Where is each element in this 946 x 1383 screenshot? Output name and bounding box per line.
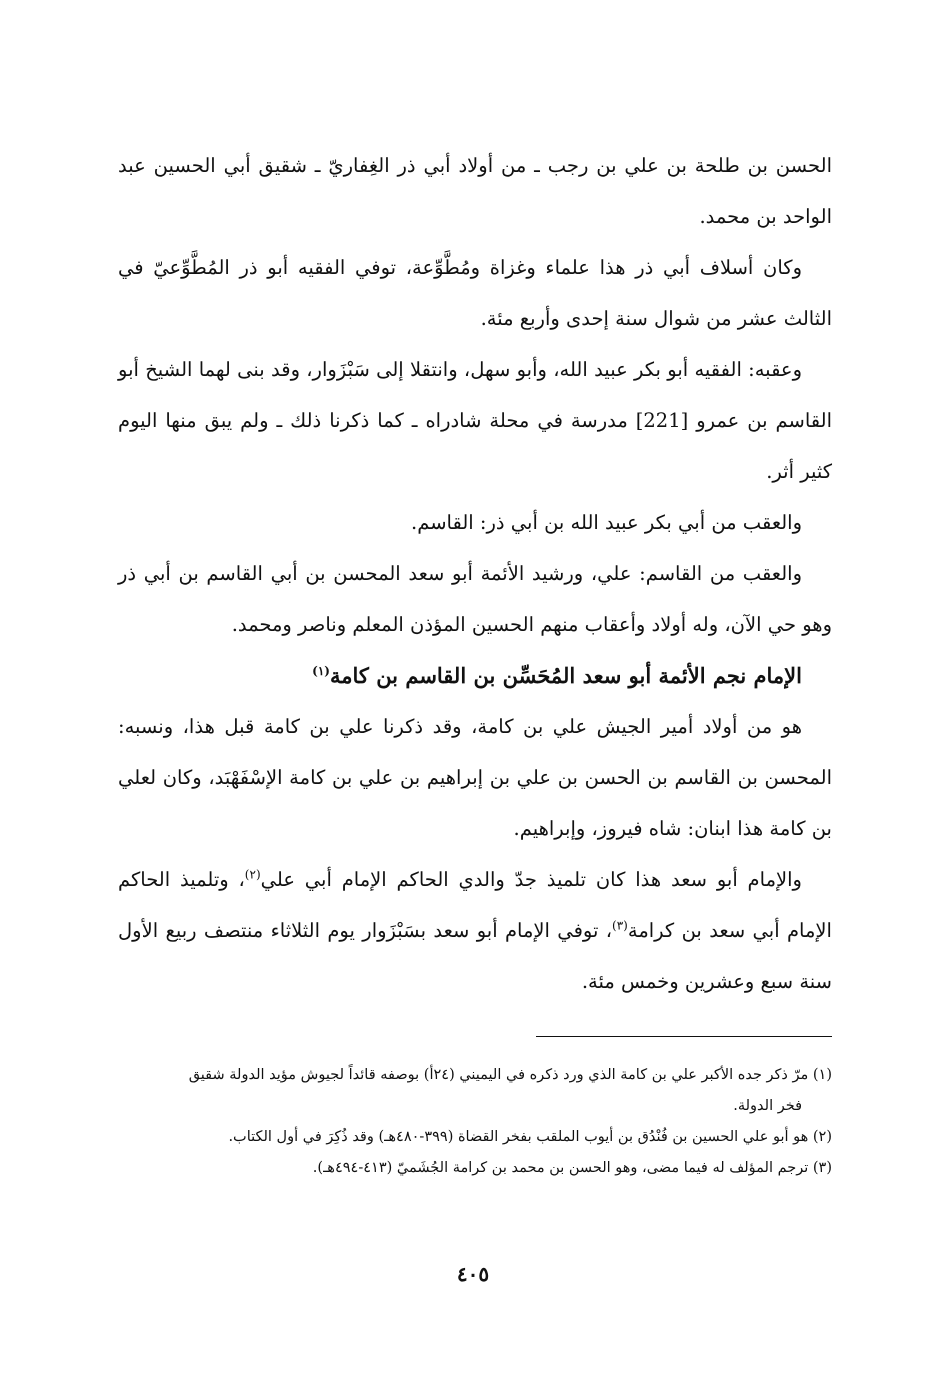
paragraph-7-part-2: ، وتلميذ الحاكم الإمام أبي سعد بن كرامة [118,868,832,942]
paragraph-6: هو من أولاد أمير الجيش علي بن كامة، وقد ذكرنا علي بن كامة قبل هذا، ونسبه: المحسن بن القاسم بن الحسن بن علي بن إبراهيم بن علي بن كامة الإسْفَهْبَد، وكان لعلي بن كامة هذا ابنان: شاه فيروز، وإبراهيم. [118,715,832,840]
paragraph-3: وعقبه: الفقيه أبو بكر عبيد الله، وأبو سهل، وانتقلا إلى سَبْزَوار، وقد بنى لهما الشيخ أبو القاسم بن عمرو [221] مدرسة في محلة شادراه ـ كما ذكرنا ذلك ـ ولم يبق منها اليوم كثير أثر. [118,358,833,483]
paragraph-7 [118,854,832,1007]
paragraph-5: والعقب من القاسم: علي، ورشيد الأئمة أبو سعد المحسن بن أبي القاسم بن أبي ذر وهو حي الآن، وله أولاد وأعقاب منهم الحسين المؤذن المعلم وناصر ومحمد. [118,562,832,636]
footnote-3: (٣) ترجم المؤلف له فيما مضى، وهو الحسن بن محمد بن كرامة الجُشَميّ (٤١٣-٤٩٤هـ). [312,1160,832,1176]
main-text [118,140,832,1007]
paragraph-1: الحسن بن طلحة بن علي بن رجب ـ من أولاد أبي ذر الغِفاريّ ـ شقيق أبي الحسين عبد الواحد بن محمد. [118,154,832,228]
page-number: ٤٠٥ [456,1262,490,1286]
footnote-1-continuation: فخر الدولة. [733,1098,802,1114]
footnote-ref-2: (٢) [244,867,261,882]
footnote-ref-1: (١) [312,664,330,678]
paragraph-4: والعقب من أبي بكر عبيد الله بن أبي ذر: القاسم. [411,511,802,534]
heading-text: الإمام نجم الأئمة أبو سعد المُحَسِّن بن القاسم بن كامة [329,663,802,688]
footnotes [118,1060,832,1184]
section-heading [118,650,832,701]
footnote-2: (٢) هو أبو علي الحسين بن فُنْدُق بن أيوب الملقب بفخر القضاة (٣٩٩-٤٨٠هـ) وقد ذُكِرَ في أول الكتاب. [228,1129,832,1145]
paragraph-7-part-3: ، توفي الإمام أبو سعد بسَبْزَوار يوم الثلاثاء منتصف ربيع الأول سنة سبع وعشرين وخمس مئة. [118,919,832,993]
footnote-1: (١) مرّ ذكر جده الأكبر علي بن كامة الذي ورد ذكره في اليميني (٢٤أ) بوصفه قائداً لجيوش مؤيد الدولة شقيق [188,1067,832,1083]
paragraph-7-part-1: والإمام أبو سعد هذا كان تلميذ جدّ والدي الحاكم الإمام أبي علي [260,868,802,891]
footnote-ref-3: (٣) [612,918,628,933]
footnote-separator [536,1036,832,1037]
paragraph-2: وكان أسلاف أبي ذر هذا علماء وغزاة ومُطَّوِّعة، توفي الفقيه أبو ذر المُطَّوِّعيّ في الثالث عشر من شوال سنة إحدى وأربع مئة. [118,256,832,330]
